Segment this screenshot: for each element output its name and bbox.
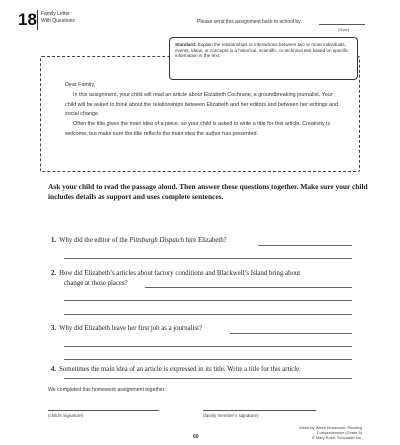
credit-line-2: © Mary Rosa, Scholastic Inc.	[311, 435, 362, 440]
footer-page-number: 60	[193, 434, 199, 440]
answer-line[interactable]	[64, 346, 352, 347]
page-number: 18	[18, 10, 37, 29]
family-signature-line[interactable]	[203, 410, 316, 411]
send-back-instruction: Please send this assignment back to school by	[197, 19, 301, 25]
question-2-number: 2.	[51, 270, 57, 277]
question-3-text: Why did Elizabeth leave her first job as a journalist?	[59, 325, 202, 332]
credit-line-1: Week-by-Week Homework: Reading Comprehension (Grade 5)	[299, 425, 362, 435]
question-2-line-2: change at those places?	[64, 280, 128, 287]
answer-line[interactable]	[64, 258, 352, 259]
assignment-type-line1: Family Letter	[41, 11, 70, 17]
header-divider	[37, 10, 38, 30]
question-4-text: Sometimes the main idea of an article is expressed in its title. Write a title for this article.	[59, 366, 301, 373]
question-2	[51, 270, 300, 277]
question-3-number: 3.	[51, 325, 57, 332]
standard-box	[169, 37, 358, 80]
answer-line[interactable]	[64, 359, 352, 360]
question-1-number: 1.	[51, 237, 57, 244]
standard-label: Standard:	[175, 42, 197, 47]
child-signature-line[interactable]	[48, 410, 159, 411]
answer-line[interactable]	[64, 314, 352, 315]
family-signature-label: (family member’s signature)	[203, 413, 259, 418]
question-3	[51, 325, 202, 332]
copyright-credit	[292, 425, 362, 440]
child-signature-label: (child’s signature)	[48, 413, 84, 418]
standard-text: Explain the relationships or interactions between two or more individuals, events, ideas, or concepts in a historical, scientific, or technical text based on specific information in the text.	[175, 42, 349, 59]
question-4-number: 4.	[51, 366, 57, 373]
letter-greeting: Dear Family,	[65, 82, 96, 88]
completion-statement: We completed this homework assignment together.	[48, 387, 166, 393]
answer-line[interactable]	[64, 300, 352, 301]
answer-line[interactable]	[258, 245, 352, 246]
question-2-continued	[64, 280, 128, 287]
answer-line[interactable]	[230, 333, 352, 334]
question-1-text-before: Why did the editor of the	[59, 237, 130, 244]
question-4	[51, 366, 301, 373]
answer-line[interactable]	[145, 287, 352, 288]
assignment-type-line2: With Questions	[41, 17, 75, 24]
instructions: Ask your child to read the passage aloud. Then answer these questions together. Make sure your child includes details as support and uses complete sentences.	[48, 182, 368, 201]
question-2-line-1: How did Elizabeth’s articles about factory conditions and Blackwell’s Island bring about	[59, 270, 301, 277]
question-1	[51, 237, 227, 244]
letter-paragraph-1: In this assignment, your child will read an article about Elizabeth Cochrane, a groundbreaking journalist. Your child will be asked to think about the relationships between Elizabeth and her editors and between her writings and social change.	[65, 91, 338, 118]
date-label: (Date)	[338, 27, 350, 32]
answer-line[interactable]	[64, 378, 352, 379]
due-date-line	[319, 24, 365, 25]
question-1-text-after: hire Elizabeth?	[184, 237, 227, 244]
assignment-type-label	[41, 11, 75, 24]
question-1-italic: Pittsburgh Dispatch	[129, 237, 185, 244]
letter-paragraph-2: Often the title gives the main idea of a piece, so your child is asked to write a title for this article. Creativity is welcome, but make sure the title reflects the main idea the author has presented.	[65, 121, 331, 137]
